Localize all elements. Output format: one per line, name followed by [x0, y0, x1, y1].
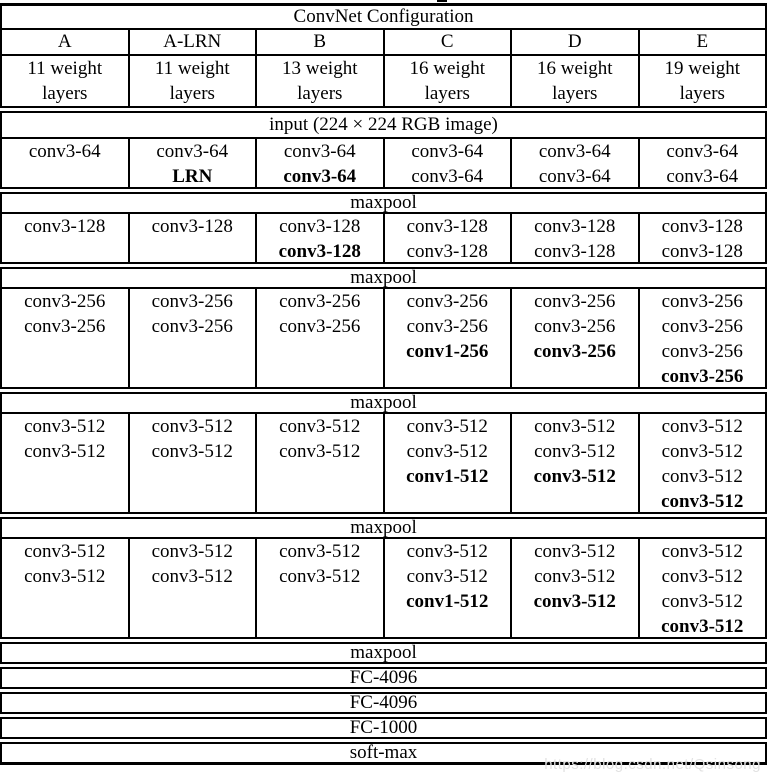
conv-cell-C: [383, 139, 511, 187]
weight-layers-B: [255, 56, 383, 106]
layer-label: conv3-512: [661, 416, 743, 437]
conv-cell-E: [638, 414, 766, 512]
input-row: input (224 × 224 RGB image): [269, 114, 498, 135]
weight-layers-E: [638, 56, 766, 106]
layer-label: conv3-512: [279, 416, 361, 437]
layer-label: conv3-256: [661, 366, 744, 387]
conv-cell-A: [2, 139, 128, 187]
layer-label: conv3-128: [279, 216, 361, 237]
layer-label: conv3-256: [279, 316, 361, 337]
layer-label: conv3-512: [661, 466, 743, 487]
layer-label: conv3-512: [661, 616, 744, 637]
layer-label: conv3-256: [24, 316, 106, 337]
layer-label: conv1-512: [406, 591, 489, 612]
weight-layers-line: layers: [297, 83, 343, 104]
conv-cell-C: [383, 289, 511, 387]
weight-layers-line: layers: [552, 83, 598, 104]
input-conv64-section: [0, 111, 767, 189]
layer-label: conv3-512: [661, 441, 743, 462]
conv-cell-B: [255, 139, 383, 187]
column-header-B: B: [255, 30, 383, 54]
layer-label: conv3-512: [151, 541, 233, 562]
conv-cell-A-LRN: [128, 214, 256, 262]
conv-cell-B: [255, 289, 383, 387]
layer-label: conv3-512: [406, 441, 488, 462]
fc4096-section-2: [0, 692, 767, 714]
maxpool-row: maxpool: [350, 267, 417, 288]
layer-label: conv3-256: [151, 316, 233, 337]
fc1000-section: [0, 717, 767, 739]
layer-label: conv3-256: [661, 316, 743, 337]
conv-cell-C: [383, 214, 511, 262]
layer-label: conv3-512: [534, 566, 616, 587]
conv-cell-E: [638, 214, 766, 262]
layer-label: conv3-512: [24, 416, 106, 437]
maxpool-row: maxpool: [350, 517, 417, 538]
layer-label: conv3-128: [24, 216, 106, 237]
conv-cell-D: [510, 214, 638, 262]
weight-layers-line: layers: [169, 83, 215, 104]
conv-cell-A: [2, 214, 128, 262]
column-header-D: D: [510, 30, 638, 54]
table-title: ConvNet Configuration: [293, 6, 474, 27]
layer-label: conv3-512: [406, 541, 488, 562]
layer-label: conv3-512: [24, 566, 106, 587]
conv-cell-B: [255, 539, 383, 637]
weight-layers-line: 16 weight: [409, 58, 485, 79]
weight-layers-line: 11 weight: [27, 58, 103, 79]
layer-label: conv3-512: [661, 591, 743, 612]
weight-layers-D: [510, 56, 638, 106]
column-header-row: [2, 28, 765, 54]
layer-label: conv3-512: [406, 416, 488, 437]
layer-label: conv3-512: [279, 566, 361, 587]
conv-cell-B: [255, 214, 383, 262]
layer-label: conv3-64: [666, 166, 739, 187]
conv-cell-C: [383, 539, 511, 637]
layer-label: conv3-64: [156, 141, 229, 162]
conv-cell-A-LRN: [128, 139, 256, 187]
layer-label: conv3-256: [534, 316, 616, 337]
maxpool-row: maxpool: [350, 192, 417, 213]
conv-block-512-a: [2, 412, 765, 512]
column-header-E: E: [638, 30, 766, 54]
layer-label: conv3-512: [533, 591, 616, 612]
conv-cell-A: [2, 289, 128, 387]
conv-block-64: [2, 137, 765, 187]
fc4096-section-1: [0, 667, 767, 689]
conv-cell-A: [2, 539, 128, 637]
layer-label: conv3-512: [534, 541, 616, 562]
weight-layers-A-LRN: [128, 56, 256, 106]
conv-cell-A-LRN: [128, 414, 256, 512]
conv-cell-E: [638, 289, 766, 387]
conv-cell-A: [2, 414, 128, 512]
layer-label: conv3-512: [534, 416, 616, 437]
csdn-watermark: https://blog.csdn.net/Qsinsong: [544, 756, 761, 773]
layer-label: conv3-512: [406, 566, 488, 587]
softmax-row: soft-max: [349, 742, 418, 763]
conv-cell-D: [510, 139, 638, 187]
column-header-C: C: [383, 30, 511, 54]
layer-label: conv3-512: [661, 541, 743, 562]
conv-block-512-b: [2, 537, 765, 637]
layer-label: conv3-128: [151, 216, 233, 237]
layer-label: conv3-512: [534, 441, 616, 462]
layer-label: conv3-128: [661, 216, 743, 237]
conv-cell-B: [255, 414, 383, 512]
layer-label: conv3-128: [406, 216, 488, 237]
layer-label: conv3-512: [661, 491, 744, 512]
layer-label: conv3-64: [28, 141, 101, 162]
maxpool-conv512b-section: [0, 517, 767, 639]
weight-layers-line: 11 weight: [154, 58, 230, 79]
maxpool-conv256-section: [0, 267, 767, 389]
layer-label: conv3-512: [151, 441, 233, 462]
conv-cell-A-LRN: [128, 289, 256, 387]
fc-row: FC-4096: [349, 667, 418, 688]
layer-label: conv3-512: [24, 441, 106, 462]
conv-block-128: [2, 212, 765, 262]
conv-cell-C: [383, 414, 511, 512]
layer-label: conv3-256: [661, 341, 743, 362]
layer-label: conv3-64: [283, 141, 356, 162]
weight-layers-row: [2, 54, 765, 106]
weight-layers-C: [383, 56, 511, 106]
layer-label: conv3-256: [406, 316, 488, 337]
layer-label: conv3-512: [151, 566, 233, 587]
layer-label: conv1-256: [406, 341, 489, 362]
column-header-A: A: [57, 31, 72, 52]
layer-label: conv3-128: [406, 241, 488, 262]
conv-block-256: [2, 287, 765, 387]
layer-label: conv3-64: [666, 141, 739, 162]
weight-layers-line: 16 weight: [537, 58, 613, 79]
header-section: [0, 3, 767, 108]
layer-label: conv3-256: [533, 341, 616, 362]
layer-label: conv3-256: [661, 291, 743, 312]
fc-row: FC-1000: [349, 717, 418, 738]
layer-label: conv3-64: [283, 166, 357, 187]
layer-label: conv3-64: [538, 166, 611, 187]
conv-cell-D: [510, 414, 638, 512]
layer-label: conv3-64: [411, 166, 484, 187]
weight-layers-line: 13 weight: [282, 58, 358, 79]
conv-cell-D: [510, 539, 638, 637]
layer-label: conv3-64: [411, 141, 484, 162]
softmax-section: [0, 742, 767, 765]
conv-cell-D: [510, 289, 638, 387]
layer-label: conv3-512: [151, 416, 233, 437]
layer-label: conv3-128: [278, 241, 361, 262]
layer-label: conv3-128: [534, 241, 616, 262]
layer-label: conv3-64: [538, 141, 611, 162]
layer-label: conv3-512: [24, 541, 106, 562]
layer-label: LRN: [172, 166, 213, 187]
conv-cell-E: [638, 539, 766, 637]
crop-artifact-mark: [437, 0, 447, 2]
layer-label: conv3-512: [661, 566, 743, 587]
layer-label: conv3-256: [534, 291, 616, 312]
layer-label: conv3-512: [279, 541, 361, 562]
conv-cell-E: [638, 139, 766, 187]
maxpool-row: maxpool: [350, 392, 417, 413]
maxpool-conv128-section: [0, 192, 767, 264]
maxpool-conv512a-section: [0, 392, 767, 514]
fc-row: FC-4096: [349, 692, 418, 713]
final-maxpool-section: [0, 642, 767, 664]
layer-label: conv3-256: [279, 291, 361, 312]
weight-layers-A: [2, 56, 128, 106]
layer-label: conv3-512: [533, 466, 616, 487]
maxpool-row: maxpool: [350, 642, 417, 663]
weight-layers-line: layers: [424, 83, 470, 104]
layer-label: conv1-512: [406, 466, 489, 487]
weight-layers-line: layers: [42, 83, 88, 104]
layer-label: conv3-256: [24, 291, 106, 312]
weight-layers-line: layers: [679, 83, 725, 104]
column-header-A-LRN: A-LRN: [128, 30, 256, 54]
layer-label: conv3-512: [279, 441, 361, 462]
weight-layers-line: 19 weight: [664, 58, 740, 79]
layer-label: conv3-128: [661, 241, 743, 262]
layer-label: conv3-128: [534, 216, 616, 237]
layer-label: conv3-256: [151, 291, 233, 312]
layer-label: conv3-256: [406, 291, 488, 312]
conv-cell-A-LRN: [128, 539, 256, 637]
